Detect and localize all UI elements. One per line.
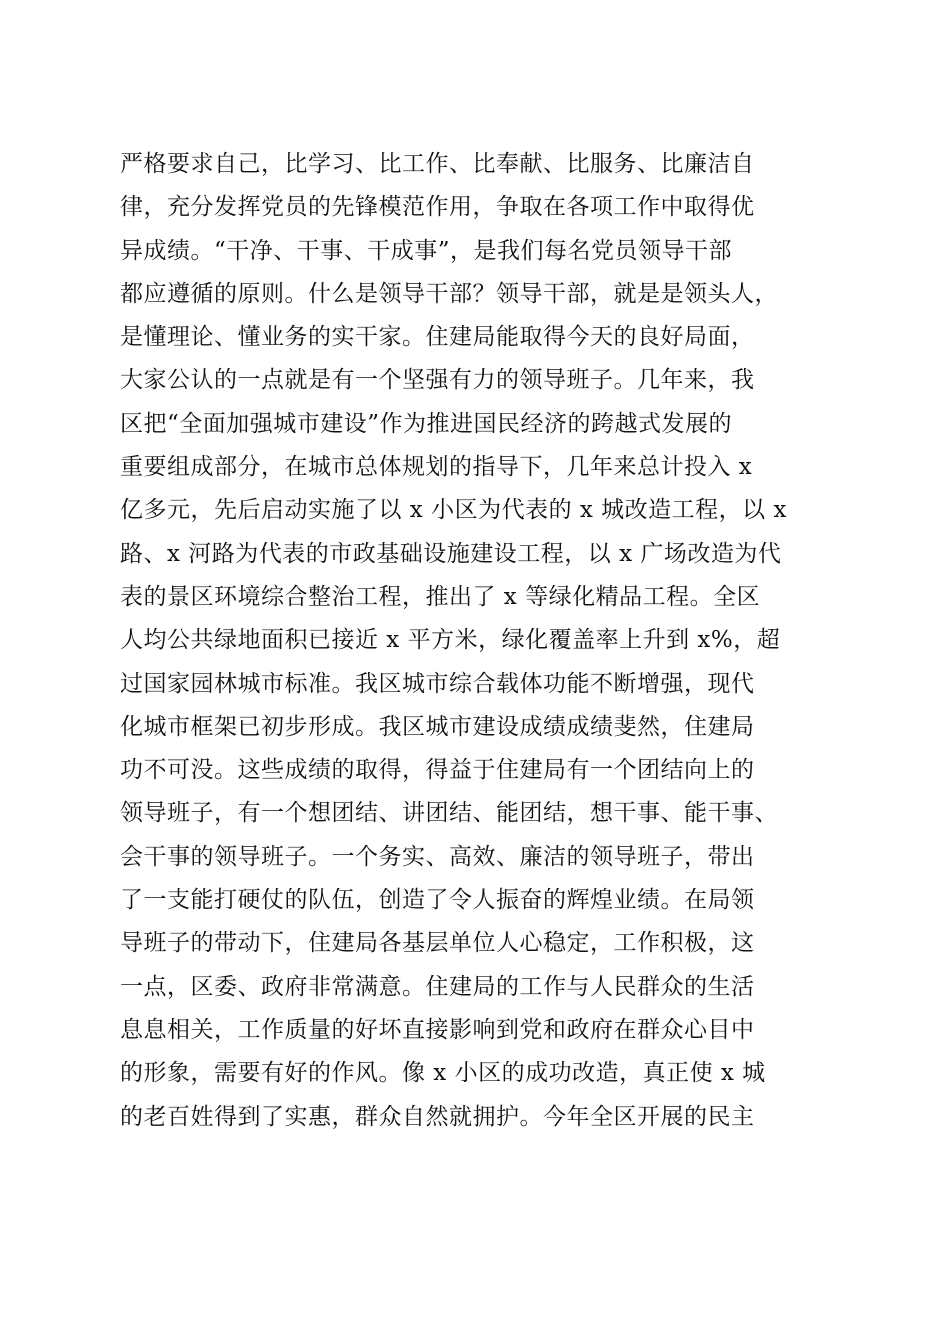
text-line-6: 大家公认的一点就是有一个坚强有力的领导班子。几年来，我 (120, 367, 755, 394)
text-line-2: 律，充分发挥党员的先锋模范作用，争取在各项工作中取得优 (120, 194, 755, 221)
text-line-1: 严格要求自己，比学习、比工作、比奉献、比服务、比廉洁自 (120, 151, 755, 177)
text-line-10: 路、x 河路为代表的市政基础设施建设工程，以 x 广场改造为代 (120, 540, 782, 567)
text-line-14: 化城市框架已初步形成。我区城市建设成绩成绩斐然，住建局 (120, 713, 755, 740)
text-line-7: 区把“全面加强城市建设”作为推进国民经济的跨越式发展的 (120, 410, 733, 437)
text-line-16: 领导班子，有一个想团结、讲团结、能团结，想干事、能干事、 (120, 800, 778, 827)
body-text (120, 143, 840, 1139)
text-line-15: 功不可没。这些成绩的取得，得益于住建局有一个团结向上的 (120, 757, 755, 784)
text-line-13: 过国家园林城市标准。我区城市综合载体功能不断增强，现代 (120, 670, 755, 697)
text-line-9: 亿多元，先后启动实施了以 x 小区为代表的 x 城改造工程，以 x (120, 497, 787, 524)
text-line-17: 会干事的领导班子。一个务实、高效、廉洁的领导班子，带出 (120, 843, 755, 870)
text-line-21: 息息相关，工作质量的好坏直接影响到党和政府在群众心目中 (120, 1016, 755, 1043)
text-line-3: 异成绩。“干净、干事、干成事”，是我们每名党员领导干部 (120, 237, 733, 264)
text-line-23: 的老百姓得到了实惠，群众自然就拥护。今年全区开展的民主 (120, 1103, 755, 1130)
text-line-20: 一点，区委、政府非常满意。住建局的工作与人民群众的生活 (120, 973, 755, 1000)
text-line-8: 重要组成部分，在城市总体规划的指导下，几年来总计投入 x (120, 454, 753, 481)
text-line-11: 表的景区环境综合整治工程，推出了 x 等绿化精品工程。全区 (120, 583, 761, 610)
text-line-22: 的形象，需要有好的作风。像 x 小区的成功改造，真正使 x 城 (120, 1060, 766, 1087)
text-line-4: 都应遵循的原则。什么是领导干部？领导干部，就是是领头人， (120, 280, 778, 307)
text-line-19: 导班子的带动下，住建局各基层单位人心稳定，工作积极，这 (120, 930, 755, 957)
text-line-18: 了一支能打硬仗的队伍，创造了令人振奋的辉煌业绩。在局领 (120, 887, 755, 914)
text-line-5: 是懂理论、懂业务的实干家。住建局能取得今天的良好局面， (120, 324, 755, 351)
text-line-12: 人均公共绿地面积已接近 x 平方米，绿化覆盖率上升到 x%，超 (120, 627, 781, 654)
